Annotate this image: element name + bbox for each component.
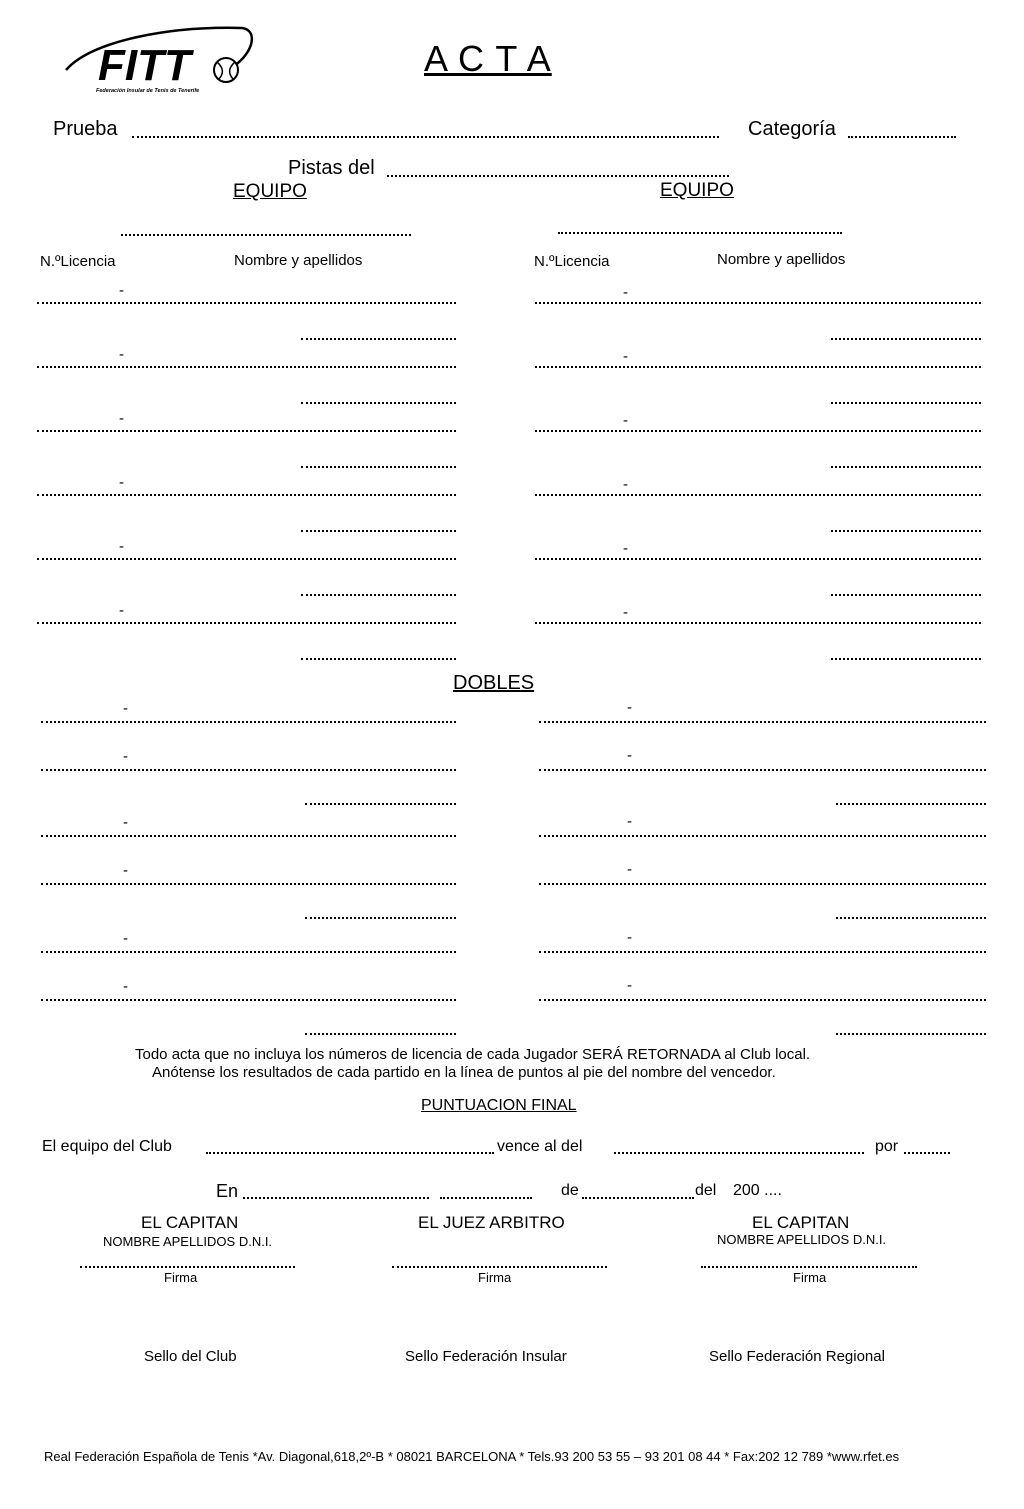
note-line-1: Todo acta que no incluya los números de licencia de cada Jugador SERÁ RETORNADA al Club local.: [135, 1046, 811, 1063]
por-label: por: [875, 1138, 899, 1155]
right-doubles-player-line[interactable]: [539, 999, 986, 1001]
left-score-line[interactable]: [301, 594, 456, 596]
left-player-line[interactable]: [37, 302, 456, 304]
del-label: del: [695, 1182, 717, 1199]
left-doubles-score-line[interactable]: [305, 803, 456, 805]
left-doubles-score-line[interactable]: [305, 1033, 456, 1035]
en-label: En: [216, 1181, 239, 1201]
right-player-separator: -: [623, 284, 628, 301]
pistas-field[interactable]: [387, 175, 729, 177]
seal-insular-label: Sello Federación Insular: [405, 1348, 567, 1365]
right-doubles-separator: -: [627, 929, 632, 946]
right-doubles-player-line[interactable]: [539, 721, 986, 723]
score-field[interactable]: [904, 1152, 950, 1154]
right-player-line[interactable]: [535, 430, 981, 432]
right-captain-signature-line[interactable]: [701, 1266, 917, 1268]
left-doubles-score-line[interactable]: [305, 917, 456, 919]
right-doubles-separator: -: [627, 977, 632, 994]
left-player-line[interactable]: [37, 494, 456, 496]
left-doubles-player-line[interactable]: [41, 883, 456, 885]
right-score-line[interactable]: [831, 594, 981, 596]
puntuacion-final-title: PUNTUACION FINAL: [421, 1097, 577, 1114]
right-team-label: EQUIPO: [660, 180, 734, 201]
right-captain-label: EL CAPITAN: [752, 1213, 850, 1232]
footer-address: Real Federación Española de Tenis *Av. Diagonal,618,2º-B * 08021 BARCELONA * Tels.93 200 53 55 – 93 201 08 44 * Fax:202 12 789 *www.rfet.es: [44, 1449, 900, 1464]
right-score-line[interactable]: [831, 658, 981, 660]
judge-signature-line[interactable]: [392, 1266, 607, 1268]
left-team-field[interactable]: [121, 234, 411, 236]
left-player-separator: -: [119, 410, 124, 427]
left-team-label: EQUIPO: [233, 181, 307, 202]
left-player-line[interactable]: [37, 430, 456, 432]
logo-subtitle: Federación Insular de Tenis de Tenerife: [96, 88, 200, 94]
right-score-line[interactable]: [831, 466, 981, 468]
right-player-line[interactable]: [535, 366, 981, 368]
left-doubles-player-line[interactable]: [41, 999, 456, 1001]
de-label: de: [561, 1182, 579, 1199]
right-doubles-separator: -: [627, 699, 632, 716]
left-captain-signature-line[interactable]: [80, 1266, 295, 1268]
right-player-line[interactable]: [535, 622, 981, 624]
prueba-field[interactable]: [132, 136, 719, 138]
right-doubles-separator: -: [627, 861, 632, 878]
left-captain-detail: NOMBRE APELLIDOS D.N.I.: [103, 1234, 273, 1249]
right-player-separator: -: [623, 348, 628, 365]
right-player-separator: -: [623, 604, 628, 621]
right-player-separator: -: [623, 540, 628, 557]
note-line-2: Anótense los resultados de cada partido en la línea de puntos al pie del nombre del vencedor.: [152, 1064, 776, 1081]
categoria-label: Categoría: [748, 118, 836, 140]
seal-regional-label: Sello Federación Regional: [709, 1348, 885, 1365]
month-field[interactable]: [582, 1197, 694, 1199]
left-player-separator: -: [119, 538, 124, 555]
right-score-line[interactable]: [831, 338, 981, 340]
left-player-separator: -: [119, 346, 124, 363]
left-player-line[interactable]: [37, 558, 456, 560]
right-firma-label: Firma: [793, 1270, 827, 1285]
right-doubles-separator: -: [627, 813, 632, 830]
left-doubles-separator: -: [123, 930, 128, 947]
left-doubles-separator: -: [123, 862, 128, 879]
left-doubles-separator: -: [123, 748, 128, 765]
left-doubles-separator: -: [123, 814, 128, 831]
fitt-logo: [62, 22, 258, 100]
year-text: 200 ....: [733, 1182, 782, 1199]
left-score-line[interactable]: [301, 402, 456, 404]
right-player-separator: -: [623, 476, 628, 493]
left-nombre-label: Nombre y apellidos: [234, 252, 363, 269]
left-score-line[interactable]: [301, 338, 456, 340]
right-nombre-label: Nombre y apellidos: [717, 251, 846, 268]
left-doubles-player-line[interactable]: [41, 951, 456, 953]
left-player-line[interactable]: [37, 622, 456, 624]
left-doubles-player-line[interactable]: [41, 721, 456, 723]
left-firma-label: Firma: [164, 1270, 198, 1285]
right-doubles-player-line[interactable]: [539, 769, 986, 771]
right-doubles-score-line[interactable]: [836, 803, 986, 805]
left-doubles-separator: -: [123, 700, 128, 717]
left-doubles-separator: -: [123, 978, 128, 995]
right-captain-detail: NOMBRE APELLIDOS D.N.I.: [717, 1232, 887, 1247]
seal-club-label: Sello del Club: [144, 1348, 237, 1365]
right-doubles-score-line[interactable]: [836, 1033, 986, 1035]
left-player-separator: -: [119, 282, 124, 299]
judge-label: EL JUEZ ARBITRO: [418, 1213, 565, 1232]
club-field[interactable]: [206, 1152, 494, 1154]
right-doubles-player-line[interactable]: [539, 835, 986, 837]
right-doubles-score-line[interactable]: [836, 917, 986, 919]
right-doubles-player-line[interactable]: [539, 951, 986, 953]
right-doubles-player-line[interactable]: [539, 883, 986, 885]
right-licencia-label: N.ºLicencia: [534, 253, 610, 270]
right-team-field[interactable]: [558, 232, 842, 234]
left-player-line[interactable]: [37, 366, 456, 368]
right-player-line[interactable]: [535, 494, 981, 496]
right-player-line[interactable]: [535, 302, 981, 304]
right-doubles-separator: -: [627, 747, 632, 764]
left-score-line[interactable]: [301, 658, 456, 660]
pistas-label: Pistas del: [288, 157, 375, 179]
vence-label: vence al del: [497, 1138, 583, 1155]
prueba-label: Prueba: [53, 118, 118, 140]
left-player-separator: -: [119, 602, 124, 619]
right-score-line[interactable]: [831, 530, 981, 532]
left-doubles-player-line[interactable]: [41, 835, 456, 837]
left-captain-label: EL CAPITAN: [141, 1213, 239, 1232]
categoria-field[interactable]: [848, 136, 956, 138]
right-score-line[interactable]: [831, 402, 981, 404]
right-player-separator: -: [623, 412, 628, 429]
left-score-line[interactable]: [301, 466, 456, 468]
logo-text: FITT: [98, 41, 191, 90]
club-label: El equipo del Club: [42, 1138, 172, 1155]
rival-field[interactable]: [614, 1152, 864, 1154]
left-doubles-player-line[interactable]: [41, 769, 456, 771]
place-field[interactable]: [243, 1197, 429, 1199]
right-player-line[interactable]: [535, 558, 981, 560]
day-field[interactable]: [440, 1197, 532, 1199]
page-title: A C T A: [424, 38, 552, 79]
dobles-title: DOBLES: [453, 672, 535, 694]
left-player-separator: -: [119, 474, 124, 491]
left-licencia-label: N.ºLicencia: [40, 253, 116, 270]
left-score-line[interactable]: [301, 530, 456, 532]
center-firma-label: Firma: [478, 1270, 512, 1285]
